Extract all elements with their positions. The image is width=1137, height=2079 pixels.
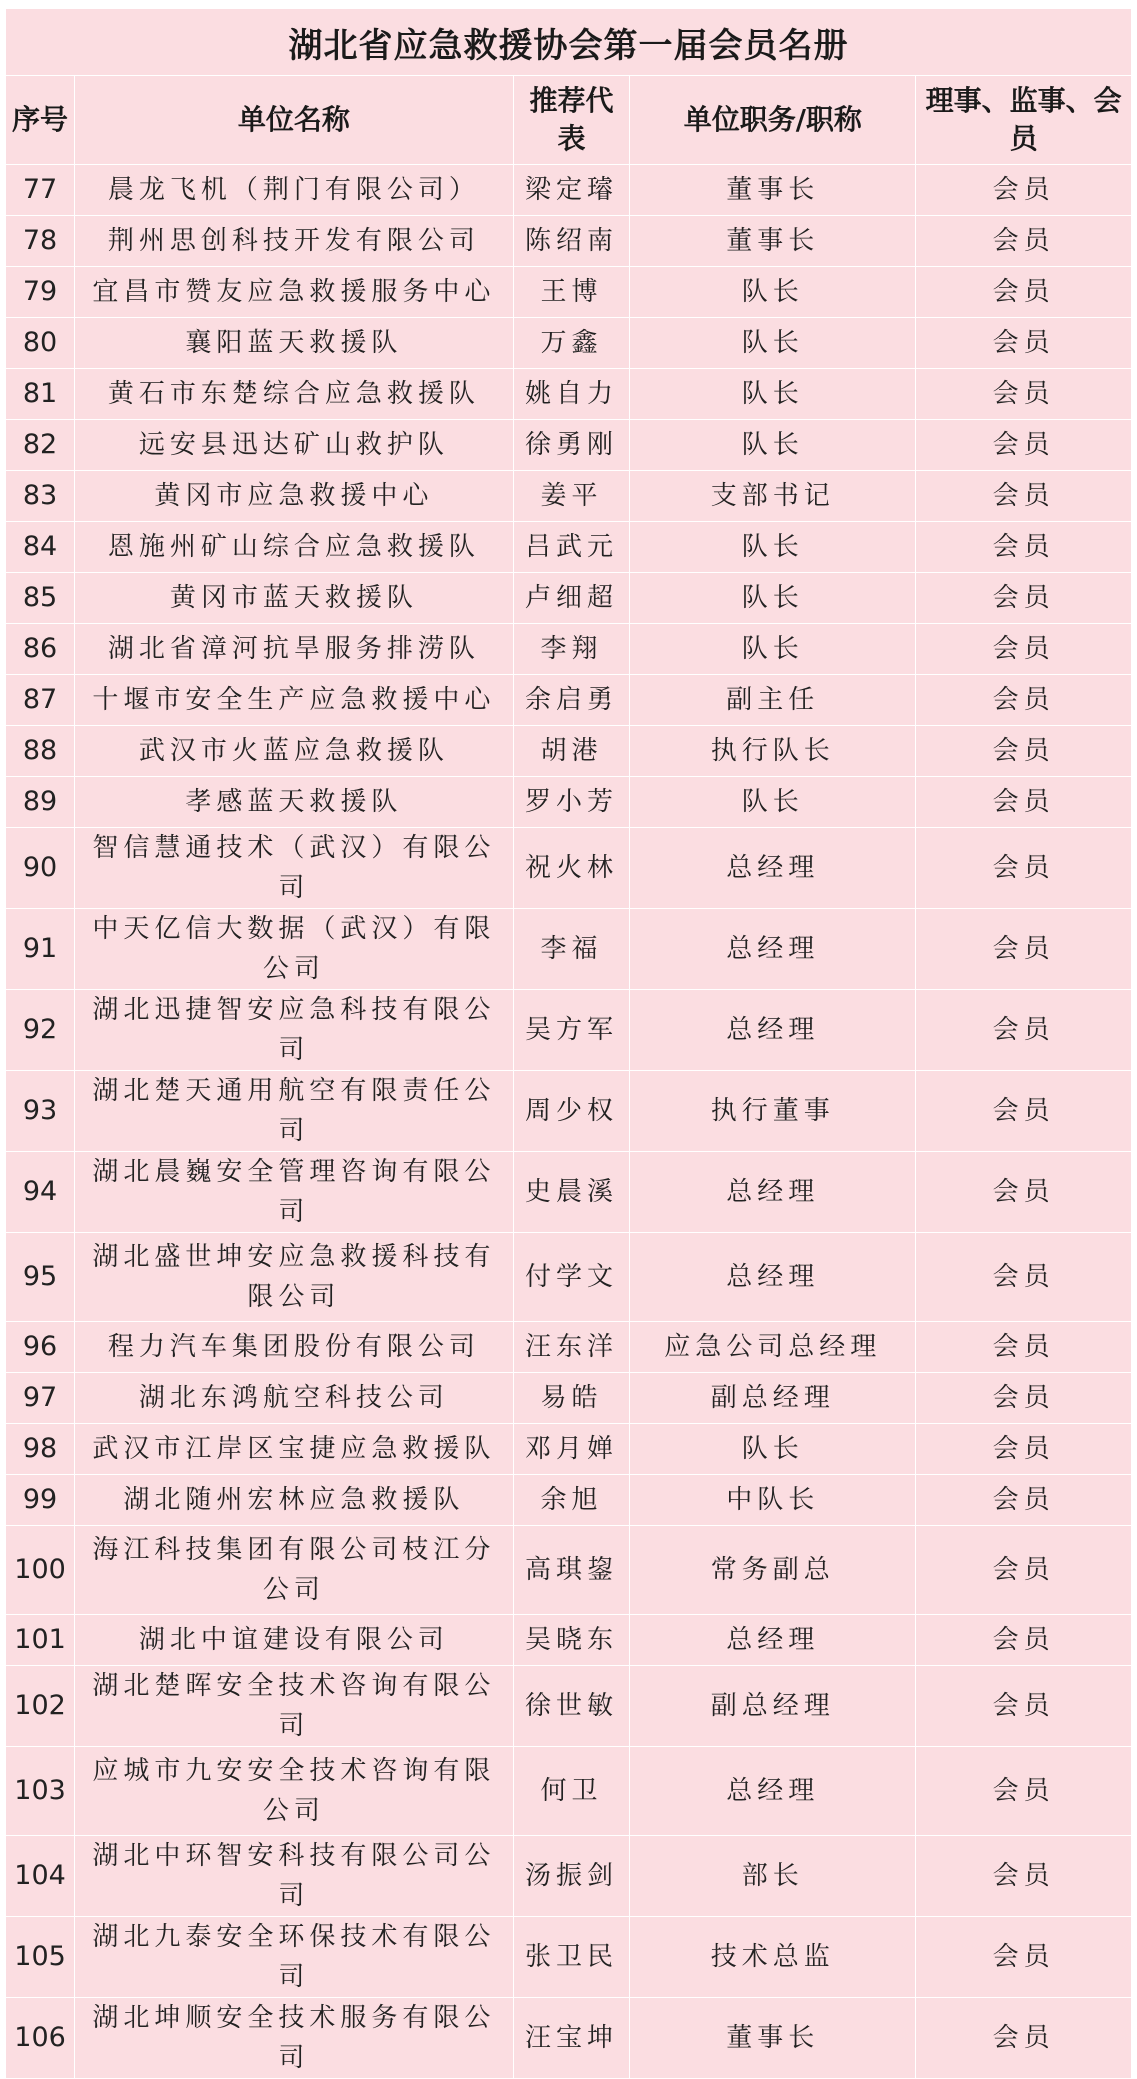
cell-position: 总经理: [630, 990, 916, 1071]
cell-role: 会员: [916, 1322, 1132, 1373]
cell-unit-name: 晨龙飞机（荆门有限公司）: [75, 165, 513, 216]
cell-representative: 胡港: [513, 726, 630, 777]
cell-seq: 89: [6, 777, 75, 828]
cell-unit-name: 程力汽车集团股份有限公司: [75, 1322, 513, 1373]
cell-role: 会员: [916, 909, 1132, 990]
cell-role: 会员: [916, 777, 1132, 828]
cell-position: 副总经理: [630, 1373, 916, 1424]
cell-representative: 汪宝坤: [513, 1998, 630, 2079]
cell-seq: 99: [6, 1475, 75, 1526]
cell-position: 执行董事: [630, 1071, 916, 1152]
cell-representative: 付学文: [513, 1233, 630, 1322]
cell-seq: 84: [6, 522, 75, 573]
cell-role: 会员: [916, 1424, 1132, 1475]
cell-position: 总经理: [630, 1233, 916, 1322]
cell-unit-name: 湖北九泰安全环保技术有限公司: [75, 1917, 513, 1998]
cell-role: 会员: [916, 1836, 1132, 1917]
cell-unit-name: 湖北坤顺安全技术服务有限公司: [75, 1998, 513, 2079]
cell-unit-name: 武汉市江岸区宝捷应急救援队: [75, 1424, 513, 1475]
table-body: [6, 165, 1132, 2079]
table-row: [6, 1424, 1132, 1475]
cell-unit-name: 黄冈市蓝天救援队: [75, 573, 513, 624]
cell-unit-name: 海江科技集团有限公司枝江分公司: [75, 1526, 513, 1615]
cell-representative: 李翔: [513, 624, 630, 675]
cell-unit-name: 湖北晨巍安全管理咨询有限公司: [75, 1152, 513, 1233]
cell-unit-name: 湖北东鸿航空科技公司: [75, 1373, 513, 1424]
cell-seq: 80: [6, 318, 75, 369]
cell-position: 队长: [630, 522, 916, 573]
cell-unit-name: 远安县迅达矿山救护队: [75, 420, 513, 471]
cell-position: 副主任: [630, 675, 916, 726]
table-row: [6, 675, 1132, 726]
table-row: [6, 828, 1132, 909]
cell-unit-name: 湖北中谊建设有限公司: [75, 1615, 513, 1666]
cell-position: 队长: [630, 1424, 916, 1475]
cell-position: 队长: [630, 777, 916, 828]
cell-seq: 94: [6, 1152, 75, 1233]
cell-representative: 汤振剑: [513, 1836, 630, 1917]
cell-unit-name: 宜昌市赞友应急救援服务中心: [75, 267, 513, 318]
cell-unit-name: 湖北中环智安科技有限公司公司: [75, 1836, 513, 1917]
table-row: [6, 216, 1132, 267]
cell-seq: 93: [6, 1071, 75, 1152]
cell-unit-name: 湖北盛世坤安应急救援科技有限公司: [75, 1233, 513, 1322]
cell-representative: 祝火林: [513, 828, 630, 909]
cell-seq: 97: [6, 1373, 75, 1424]
cell-representative: 梁定璿: [513, 165, 630, 216]
cell-role: 会员: [916, 1666, 1132, 1747]
cell-unit-name: 黄石市东楚综合应急救援队: [75, 369, 513, 420]
table-row: [6, 624, 1132, 675]
cell-role: 会员: [916, 1526, 1132, 1615]
cell-representative: 高琪鋆: [513, 1526, 630, 1615]
cell-seq: 101: [6, 1615, 75, 1666]
table-row: [6, 1233, 1132, 1322]
table-row: [6, 1152, 1132, 1233]
cell-unit-name: 中天亿信大数据（武汉）有限公司: [75, 909, 513, 990]
column-header-position: 单位职务/职称: [630, 76, 916, 165]
cell-seq: 100: [6, 1526, 75, 1615]
cell-position: 队长: [630, 624, 916, 675]
table-row: [6, 1322, 1132, 1373]
cell-representative: 史晨溪: [513, 1152, 630, 1233]
table-row: [6, 471, 1132, 522]
cell-role: 会员: [916, 1475, 1132, 1526]
cell-seq: 79: [6, 267, 75, 318]
cell-seq: 86: [6, 624, 75, 675]
cell-unit-name: 智信慧通技术（武汉）有限公司: [75, 828, 513, 909]
table-row: [6, 777, 1132, 828]
cell-representative: 张卫民: [513, 1917, 630, 1998]
cell-position: 总经理: [630, 828, 916, 909]
table-row: [6, 990, 1132, 1071]
cell-representative: 徐勇刚: [513, 420, 630, 471]
cell-unit-name: 黄冈市应急救援中心: [75, 471, 513, 522]
cell-role: 会员: [916, 990, 1132, 1071]
table-row: [6, 1836, 1132, 1917]
column-header-seq: 序号: [6, 76, 75, 165]
cell-role: 会员: [916, 1998, 1132, 2079]
cell-position: 总经理: [630, 909, 916, 990]
cell-representative: 吴晓东: [513, 1615, 630, 1666]
cell-role: 会员: [916, 369, 1132, 420]
column-header-rep: 推荐代表: [513, 76, 630, 165]
cell-role: 会员: [916, 1152, 1132, 1233]
table-row: [6, 726, 1132, 777]
cell-representative: 何卫: [513, 1747, 630, 1836]
cell-role: 会员: [916, 1747, 1132, 1836]
cell-role: 会员: [916, 624, 1132, 675]
table-row: [6, 1666, 1132, 1747]
cell-unit-name: 湖北随州宏林应急救援队: [75, 1475, 513, 1526]
table-row: [6, 909, 1132, 990]
cell-position: 部长: [630, 1836, 916, 1917]
cell-seq: 85: [6, 573, 75, 624]
cell-position: 应急公司总经理: [630, 1322, 916, 1373]
cell-unit-name: 荆州思创科技开发有限公司: [75, 216, 513, 267]
cell-representative: 陈绍南: [513, 216, 630, 267]
cell-representative: 易皓: [513, 1373, 630, 1424]
cell-position: 副总经理: [630, 1666, 916, 1747]
cell-unit-name: 襄阳蓝天救援队: [75, 318, 513, 369]
cell-position: 队长: [630, 369, 916, 420]
table-row: [6, 1615, 1132, 1666]
table-row: [6, 1998, 1132, 2079]
cell-position: 董事长: [630, 165, 916, 216]
cell-position: 队长: [630, 318, 916, 369]
table-row: [6, 1917, 1132, 1998]
cell-representative: 姜平: [513, 471, 630, 522]
cell-unit-name: 湖北迅捷智安应急科技有限公司: [75, 990, 513, 1071]
cell-seq: 91: [6, 909, 75, 990]
table-row: [6, 1526, 1132, 1615]
cell-representative: 徐世敏: [513, 1666, 630, 1747]
table-row: [6, 522, 1132, 573]
cell-representative: 汪东洋: [513, 1322, 630, 1373]
page-title: 湖北省应急救援协会第一届会员名册: [6, 9, 1132, 76]
cell-position: 支部书记: [630, 471, 916, 522]
cell-role: 会员: [916, 1373, 1132, 1424]
cell-seq: 88: [6, 726, 75, 777]
cell-seq: 78: [6, 216, 75, 267]
cell-representative: 周少权: [513, 1071, 630, 1152]
cell-seq: 87: [6, 675, 75, 726]
cell-seq: 92: [6, 990, 75, 1071]
cell-representative: 罗小芳: [513, 777, 630, 828]
cell-unit-name: 十堰市安全生产应急救援中心: [75, 675, 513, 726]
table-row: [6, 1373, 1132, 1424]
table-row: [6, 267, 1132, 318]
table-row: [6, 420, 1132, 471]
member-roster-sheet: [5, 8, 1132, 2079]
cell-representative: 姚自力: [513, 369, 630, 420]
cell-role: 会员: [916, 828, 1132, 909]
cell-representative: 邓月婵: [513, 1424, 630, 1475]
table-row: [6, 573, 1132, 624]
cell-position: 总经理: [630, 1152, 916, 1233]
cell-unit-name: 武汉市火蓝应急救援队: [75, 726, 513, 777]
cell-seq: 82: [6, 420, 75, 471]
cell-representative: 吴方军: [513, 990, 630, 1071]
cell-unit-name: 湖北省漳河抗旱服务排涝队: [75, 624, 513, 675]
cell-position: 队长: [630, 267, 916, 318]
table-row: [6, 1747, 1132, 1836]
cell-unit-name: 应城市九安安全技术咨询有限公司: [75, 1747, 513, 1836]
cell-seq: 81: [6, 369, 75, 420]
cell-role: 会员: [916, 471, 1132, 522]
cell-position: 总经理: [630, 1747, 916, 1836]
cell-representative: 卢细超: [513, 573, 630, 624]
cell-representative: 余旭: [513, 1475, 630, 1526]
cell-seq: 95: [6, 1233, 75, 1322]
cell-seq: 96: [6, 1322, 75, 1373]
cell-seq: 103: [6, 1747, 75, 1836]
cell-seq: 98: [6, 1424, 75, 1475]
cell-representative: 万鑫: [513, 318, 630, 369]
cell-role: 会员: [916, 675, 1132, 726]
cell-representative: 李福: [513, 909, 630, 990]
cell-position: 常务副总: [630, 1526, 916, 1615]
cell-role: 会员: [916, 726, 1132, 777]
cell-seq: 104: [6, 1836, 75, 1917]
member-roster-table: [5, 8, 1132, 2079]
table-row: [6, 165, 1132, 216]
column-header-role: 理事、监事、会员: [916, 76, 1132, 165]
cell-representative: 余启勇: [513, 675, 630, 726]
cell-seq: 102: [6, 1666, 75, 1747]
cell-role: 会员: [916, 573, 1132, 624]
header-row: [6, 76, 1132, 165]
cell-seq: 106: [6, 1998, 75, 2079]
cell-unit-name: 湖北楚天通用航空有限责任公司: [75, 1071, 513, 1152]
cell-role: 会员: [916, 1917, 1132, 1998]
cell-position: 董事长: [630, 1998, 916, 2079]
cell-role: 会员: [916, 216, 1132, 267]
cell-role: 会员: [916, 165, 1132, 216]
cell-representative: 王博: [513, 267, 630, 318]
cell-seq: 83: [6, 471, 75, 522]
table-row: [6, 369, 1132, 420]
cell-role: 会员: [916, 420, 1132, 471]
cell-position: 队长: [630, 573, 916, 624]
cell-seq: 90: [6, 828, 75, 909]
cell-representative: 吕武元: [513, 522, 630, 573]
cell-seq: 77: [6, 165, 75, 216]
column-header-unit: 单位名称: [75, 76, 513, 165]
cell-role: 会员: [916, 1615, 1132, 1666]
cell-position: 执行队长: [630, 726, 916, 777]
cell-role: 会员: [916, 267, 1132, 318]
cell-unit-name: 孝感蓝天救援队: [75, 777, 513, 828]
cell-role: 会员: [916, 1071, 1132, 1152]
cell-position: 董事长: [630, 216, 916, 267]
table-row: [6, 318, 1132, 369]
table-row: [6, 1475, 1132, 1526]
cell-position: 技术总监: [630, 1917, 916, 1998]
cell-role: 会员: [916, 522, 1132, 573]
cell-position: 总经理: [630, 1615, 916, 1666]
cell-position: 队长: [630, 420, 916, 471]
cell-position: 中队长: [630, 1475, 916, 1526]
cell-role: 会员: [916, 1233, 1132, 1322]
cell-role: 会员: [916, 318, 1132, 369]
cell-seq: 105: [6, 1917, 75, 1998]
cell-unit-name: 湖北楚晖安全技术咨询有限公司: [75, 1666, 513, 1747]
cell-unit-name: 恩施州矿山综合应急救援队: [75, 522, 513, 573]
table-row: [6, 1071, 1132, 1152]
title-row: [6, 9, 1132, 76]
